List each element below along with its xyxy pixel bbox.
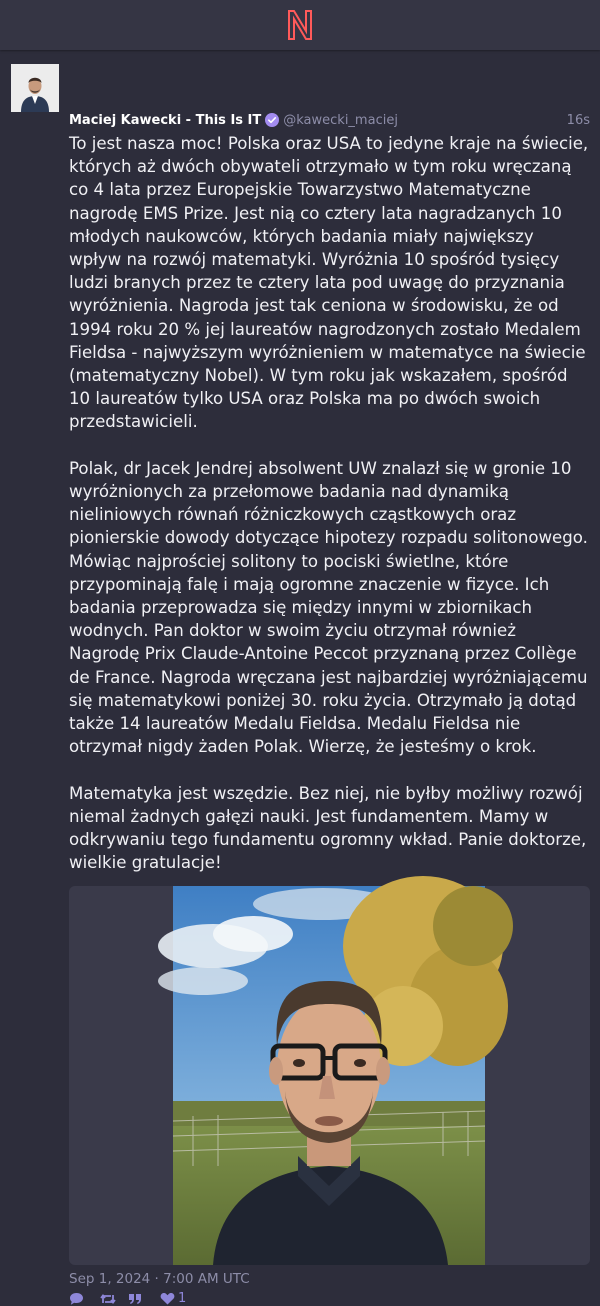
avatar-image — [11, 64, 59, 112]
like-button[interactable] — [160, 1291, 186, 1306]
like-count: 1 — [178, 1291, 187, 1306]
heart-icon — [160, 1292, 175, 1305]
author-handle[interactable]: @kawecki_maciej — [283, 112, 398, 128]
quote-button[interactable] — [128, 1292, 142, 1306]
post-actions — [69, 1291, 186, 1306]
speech-bubble-icon — [69, 1292, 84, 1306]
repost-arrows-icon — [100, 1292, 116, 1306]
app-logo[interactable] — [280, 5, 320, 45]
post-paragraph: Polak, dr Jacek Jendrej absolwent UW znalazł się w gronie 10 wyróżnionych za przełomowe badania nad dynamiką nieliniowych równań różniczkowych cząstkowych oraz pionierskie dowody dotyczące hipotezy rozpadu solitonowego. Mówiąc najprościej solitony to pociski świetlne, które przypominają falę i mają ogromne znaczenie w fizyce. Ich badania przeprowadza się między innymi w zbiornikach wodnych. Pan doktor w swoim życiu otrzymał również Nagrodę Prix Claude-Antoine Peccot przyznaną przez Collège de France. Nagroda wręczana jest najbardziej wyróżniającemu się matematykowi poniżej 30. roku życia. Otrzymało ją dotąd także 14 laureatów Medalu Fieldsa. Medalu Fieldsa nie otrzymał nigdy żaden Polak. Wierzę, że jesteśmy o krok. — [69, 458, 588, 757]
post-media[interactable] — [69, 886, 590, 1265]
post-body — [69, 132, 591, 898]
post-paragraph: Matematyka jest wszędzie. Bez niej, nie byłby możliwy rozwój niemal żadnych gałęzi nauki. Jest fundamentem. Mamy w odkrywaniu tego fundamentu ogromny wkład. Panie doktorze, wielkie gratulacje! — [69, 783, 587, 873]
relative-time[interactable]: 16s — [566, 112, 590, 128]
post-photo — [173, 886, 485, 1265]
quote-icon — [128, 1292, 142, 1306]
note-post — [0, 50, 600, 1306]
verified-badge-icon — [265, 113, 279, 127]
post-paragraph: To jest nasza moc! Polska oraz USA to jedyne kraje na świecie, których aż dwóch obywateli otrzymało w tym roku wręczaną co 4 lata przez Europejskie Towarzystwo Matematyczne nagrodę EMS Prize. Jest nią co cztery lata nagradzanych 10 młodych naukowców, których badania miały największy wpływ na rozwój matematyki. Wyróżnia 10 spośród tysięcy ludzi branych przez te cztery lata pod uwagę do przyznania wyróżnienia. Nagroda jest tak ceniona w środowisku, że od 1994 roku 20 % jej laureatów nagrodzonych zostało Medalem Fieldsa - najwyższym wyróżnieniem w matematyce na świecie (matematyczny Nobel). W tym roku jak wskazałem, spośród 10 laureatów tylko USA oraz Polska ma po dwóch swoich przedstawicieli. — [69, 134, 589, 432]
reply-button[interactable] — [69, 1292, 84, 1306]
post-timestamp[interactable]: Sep 1, 2024 · 7:00 AM UTC — [69, 1271, 250, 1287]
post-header — [69, 111, 590, 129]
author-avatar[interactable] — [11, 64, 59, 112]
nostr-logo-icon — [285, 9, 315, 41]
repost-button[interactable] — [100, 1292, 116, 1306]
top-bar — [0, 0, 600, 50]
author-name[interactable]: Maciej Kawecki - This Is IT — [69, 112, 262, 128]
